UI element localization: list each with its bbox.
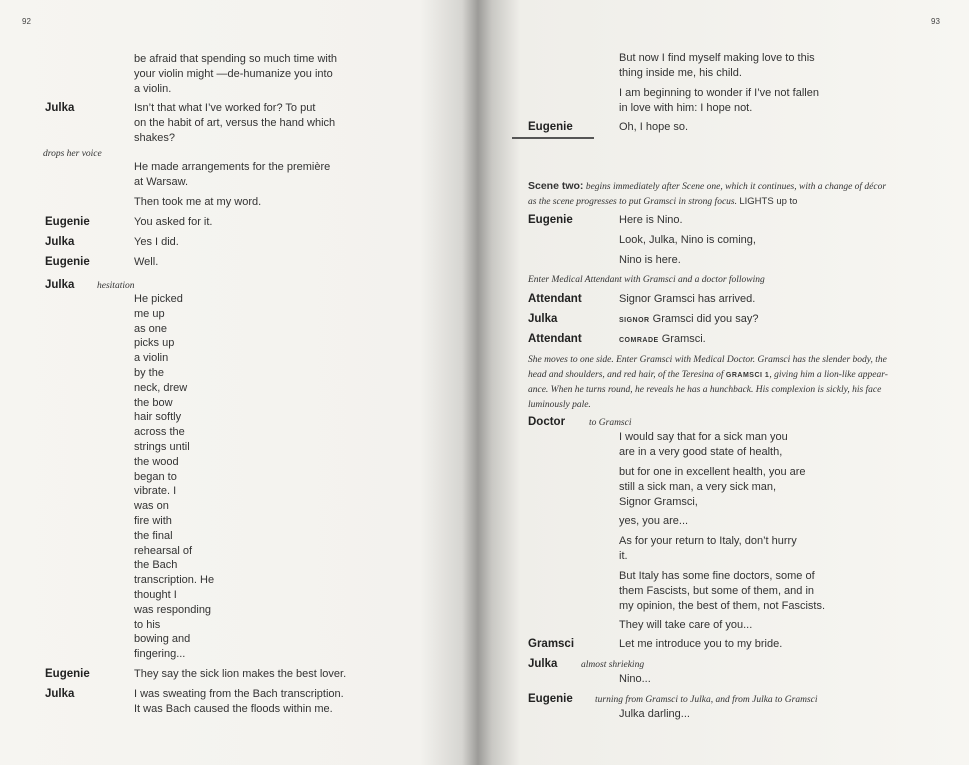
dialogue-eugenie: They say the sick lion makes the best lover. bbox=[134, 668, 347, 680]
stage-direction: hesitation bbox=[97, 281, 135, 291]
continued-dialogue: But now I find myself making love to this thing inside me, his child. bbox=[619, 52, 815, 79]
speaker-eugenie: Eugenie bbox=[45, 216, 90, 228]
dialogue-doctor-5: But Italy has some fine doctors, some of them Fascists, but some of them, and in my opinion, the best of them, not Fascists. bbox=[619, 570, 826, 612]
speaker-eugenie: Eugenie bbox=[45, 256, 90, 268]
speaker-eugenie: Eugenie bbox=[528, 121, 573, 133]
speaker-julka: Julka bbox=[528, 313, 558, 325]
dialogue-eugenie: Julka darling... bbox=[619, 708, 690, 720]
dialogue-julka: I was sweating from the Bach transcription. It was Bach caused the floods within me. bbox=[134, 688, 344, 715]
dialogue-eugenie-cont: Look, Julka, Nino is coming, bbox=[619, 234, 756, 246]
dialogue-doctor-6: They will take care of you... bbox=[619, 619, 753, 631]
dialogue-eugenie: You asked for it. bbox=[134, 216, 213, 228]
speaker-attendant: Attendant bbox=[528, 333, 582, 345]
dialogue-doctor-3: yes, you are... bbox=[619, 515, 689, 527]
dialogue-doctor: I would say that for a sick man you are in a very good state of health, bbox=[619, 431, 788, 458]
speaker-attendant: Attendant bbox=[528, 293, 582, 305]
speaker-julka: Julka bbox=[528, 658, 558, 670]
dialogue-gramsci: Let me introduce you to my bride. bbox=[619, 638, 783, 650]
page-number-right: 93 bbox=[931, 17, 940, 26]
speaker-julka: Julka bbox=[45, 236, 75, 248]
dialogue-attendant: COMRADE Gramsci. bbox=[619, 333, 706, 345]
dialogue-julka-cont2: Then took me at my word. bbox=[134, 196, 262, 208]
dialogue-doctor-2: but for one in excellent health, you are still a sick man, a very sick man, Signor Gramsci, bbox=[619, 466, 806, 508]
stage-direction: Enter Medical Attendant with Gramsci and a doctor following bbox=[528, 275, 765, 285]
speaker-eugenie: Eugenie bbox=[528, 214, 573, 226]
speaker-eugenie: Eugenie bbox=[528, 693, 573, 705]
stage-direction: drops her voice bbox=[43, 149, 102, 159]
scene-heading-cont: as the scene progresses to put Gramsci in strong focus. LIGHTS up to bbox=[528, 196, 798, 207]
speaker-julka: Julka bbox=[45, 102, 75, 114]
dialogue-julka: Isn’t that what I’ve worked for? To put on the habit of art, versus the hand which shakes? bbox=[134, 102, 336, 144]
speaker-julka: Julka bbox=[45, 688, 75, 700]
scene-heading: Scene two: begins immediately after Scene one, which it continues, with a change of décor bbox=[528, 180, 887, 192]
stage-direction-block: She moves to one side. Enter Gramsci with Medical Doctor. Gramsci has the slender body, the head and shoulders, and red hair, of the Teresina of GRAMSCI 1, giving him a lion-like appear- ance. When he turns round, he reveals he has a hunchback. His complexion is sickly, his face luminously pale. bbox=[528, 355, 888, 410]
continued-dialogue: be afraid that spending so much time with your violin might —de-humanize you into a violin. bbox=[134, 53, 338, 95]
speaker-gramsci: Gramsci bbox=[528, 638, 575, 650]
stage-direction: turning from Gramsci to Julka, and from Julka to Gramsci bbox=[595, 695, 818, 705]
stage-direction: almost shrieking bbox=[581, 660, 645, 670]
stage-direction: to Gramsci bbox=[589, 418, 632, 428]
dialogue-eugenie: Oh, I hope so. bbox=[619, 121, 689, 133]
speaker-underline bbox=[512, 137, 594, 139]
dialogue-eugenie: Here is Nino. bbox=[619, 214, 683, 226]
dialogue-julka-cont: He made arrangements for the première at Warsaw. bbox=[134, 161, 331, 188]
continued-dialogue-2: I am beginning to wonder if I’ve not fallen in love with him: I hope not. bbox=[619, 87, 819, 114]
speaker-eugenie: Eugenie bbox=[45, 668, 90, 680]
dialogue-julka-column: He picked me up as one picks up a violin by the neck, drew the bow hair softly across the strings until the wood began to vibrate. I was on fire with the final rehearsal of the Bach transcription. He thought I was responding to his bowing and fingering... bbox=[134, 293, 215, 661]
speaker-doctor: Doctor bbox=[528, 416, 566, 428]
dialogue-julka: Nino... bbox=[619, 673, 651, 685]
dialogue-eugenie-cont2: Nino is here. bbox=[619, 254, 681, 266]
page-number-left: 92 bbox=[22, 17, 31, 26]
dialogue-julka: SIGNOR Gramsci did you say? bbox=[619, 313, 759, 325]
dialogue-doctor-4: As for your return to Italy, don’t hurry it. bbox=[619, 535, 797, 562]
dialogue-julka: Yes I did. bbox=[134, 236, 179, 248]
dialogue-eugenie: Well. bbox=[134, 256, 159, 268]
dialogue-attendant: Signor Gramsci has arrived. bbox=[619, 293, 756, 305]
speaker-julka: Julka bbox=[45, 279, 75, 291]
